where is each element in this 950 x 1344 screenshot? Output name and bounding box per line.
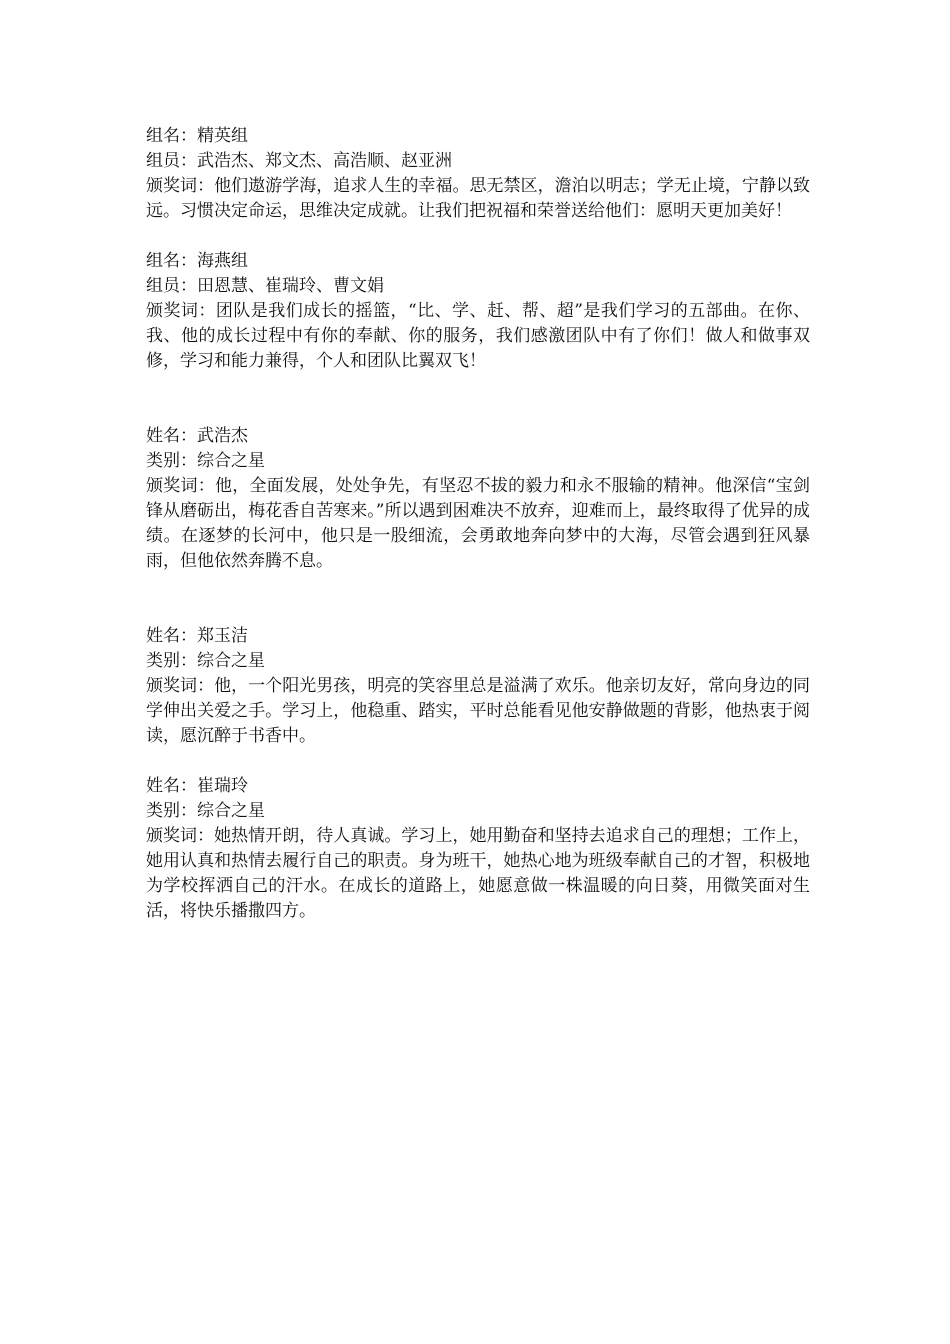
person-entry-2	[146, 624, 810, 749]
person-name: 姓名：崔瑞玲	[146, 776, 248, 796]
group-entry-elite	[146, 124, 810, 224]
award-text: 颁奖词：他，一个阳光男孩，明亮的笑容里总是溢满了欢乐。他亲切友好，常向身边的同学伸出关爱之手。学习上，他稳重、踏实，平时总能看见他安静做题的背影，他热衷于阅读，愿沉醉于书香中。	[146, 676, 810, 746]
document-body	[146, 124, 810, 924]
person-name: 姓名：武浩杰	[146, 426, 248, 446]
group-entry-haiyan	[146, 249, 810, 374]
person-name: 姓名：郑玉洁	[146, 626, 248, 646]
group-members: 组员：武浩杰、郑文杰、高浩顺、赵亚洲	[146, 151, 452, 171]
person-entry-1	[146, 424, 810, 574]
award-text: 颁奖词：他们遨游学海，追求人生的幸福。思无禁区，澹泊以明志；学无止境，宁静以致远。习惯决定命运，思维决定成就。让我们把祝福和荣誉送给他们：愿明天更加美好！	[146, 176, 810, 221]
group-name: 组名：海燕组	[146, 251, 248, 271]
award-text: 颁奖词：他，全面发展，处处争先，有坚忍不拔的毅力和永不服输的精神。他深信“宝剑锋从磨砺出，梅花香自苦寒来。”所以遇到困难决不放弃，迎难而上，最终取得了优异的成绩。在逐梦的长河中，他只是一股细流，会勇敢地奔向梦中的大海，尽管会遇到狂风暴雨，但他依然奔腾不息。	[146, 476, 810, 571]
person-entry-3	[146, 774, 810, 924]
group-members: 组员：田恩慧、崔瑞玲、曹文娟	[146, 276, 384, 296]
award-text: 颁奖词：团队是我们成长的摇篮，“比、学、赶、帮、超”是我们学习的五部曲。在你、我、他的成长过程中有你的奉献、你的服务，我们感激团队中有了你们！做人和做事双修，学习和能力兼得，个人和团队比翼双飞！	[146, 301, 810, 371]
spacer	[146, 749, 810, 774]
person-category: 类别：综合之星	[146, 451, 265, 471]
spacer	[146, 574, 810, 624]
spacer	[146, 224, 810, 249]
person-category: 类别：综合之星	[146, 801, 265, 821]
spacer	[146, 374, 810, 424]
person-category: 类别：综合之星	[146, 651, 265, 671]
award-text: 颁奖词：她热情开朗，待人真诚。学习上，她用勤奋和坚持去追求自己的理想；工作上，她用认真和热情去履行自己的职责。身为班干，她热心地为班级奉献自己的才智，积极地为学校挥洒自己的汗水。在成长的道路上，她愿意做一株温暖的向日葵，用微笑面对生活，将快乐播撒四方。	[146, 826, 810, 921]
group-name: 组名：精英组	[146, 126, 248, 146]
